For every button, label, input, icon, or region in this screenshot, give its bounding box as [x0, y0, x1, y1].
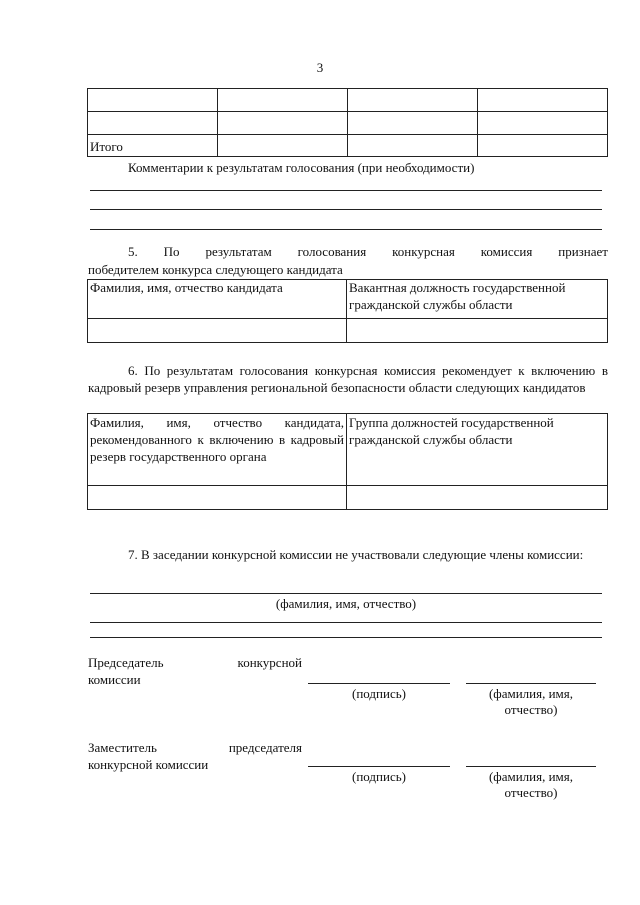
- section7-text: [88, 546, 608, 563]
- absent-members-line-2: [90, 622, 602, 623]
- deputy-role-line2: конкурсной комиссии: [88, 757, 209, 772]
- table-cell: [348, 89, 478, 112]
- table-cell: [218, 89, 348, 112]
- comment-line-2: [90, 209, 602, 210]
- chairman-name-caption-line1: (фамилия, имя,: [488, 686, 574, 701]
- absent-members-caption: (фамилия, имя, отчество): [275, 596, 417, 611]
- winner-table: [87, 279, 608, 343]
- winner-name-header: Фамилия, имя, отчество кандидата: [88, 280, 347, 319]
- table-row: [88, 89, 608, 112]
- deputy-name-caption-line1: (фамилия, имя,: [488, 769, 574, 784]
- table-cell: [478, 89, 608, 112]
- section6-text-content: 6. По результатам голосования конкурсная комиссия рекомендует к включению в кадровый резерв управления региональной безопасности области следующих кандидатов: [88, 363, 608, 395]
- table-cell: [88, 112, 218, 135]
- reserve-name-header-text: Фамилия, имя, отчество кандидата, рекомендованного к включению в кадровый резерв государственного органа: [90, 415, 344, 464]
- table-cell: [218, 112, 348, 135]
- section5-text-line1: 5. По результатам голосования конкурсная комиссия признает: [128, 244, 608, 259]
- chairman-role-line2: комиссии: [88, 672, 141, 687]
- table-cell: [88, 89, 218, 112]
- table-row: [88, 280, 608, 319]
- table-row: [88, 112, 608, 135]
- table-cell: [478, 135, 608, 157]
- winner-position-header: Вакантная должность государственной гражданской службы области: [347, 280, 608, 319]
- comment-line-3: [90, 229, 602, 230]
- absent-members-line-1: [90, 593, 602, 594]
- comment-line-1: [90, 190, 602, 191]
- table-cell: [347, 319, 608, 343]
- reserve-table: [87, 413, 608, 510]
- chairman-role-line1: Председатель конкурсной: [88, 655, 302, 670]
- reserve-name-header: [88, 414, 347, 486]
- total-label: Итого: [88, 135, 218, 157]
- page-number: 3: [316, 60, 324, 75]
- chairman-name-caption-line2: отчество): [504, 702, 558, 717]
- deputy-role-line1: Заместитель председателя: [88, 740, 302, 755]
- table-cell: [88, 319, 347, 343]
- table-row: [88, 486, 608, 510]
- table-cell: [218, 135, 348, 157]
- reserve-group-header: Группа должностей государственной гражданской службы области: [347, 414, 608, 486]
- section7-text-content: 7. В заседании конкурсной комиссии не участвовали следующие члены комиссии:: [128, 547, 584, 562]
- deputy-name-caption-line2: отчество): [504, 785, 558, 800]
- table-cell: [348, 112, 478, 135]
- table-row-total: [88, 135, 608, 157]
- chairman-signature-line: [308, 683, 450, 684]
- section5-text-line2: победителем конкурса следующего кандидата: [88, 262, 343, 277]
- table-cell: [347, 486, 608, 510]
- table-row: [88, 414, 608, 486]
- deputy-signature-line: [308, 766, 450, 767]
- deputy-signature-caption: (подпись): [352, 769, 406, 784]
- deputy-name-line: [466, 766, 596, 767]
- comments-label: Комментарии к результатам голосования (при необходимости): [128, 160, 475, 175]
- chairman-signature-caption: (подпись): [352, 686, 406, 701]
- chairman-name-line: [466, 683, 596, 684]
- table-cell: [88, 486, 347, 510]
- absent-members-line-3: [90, 637, 602, 638]
- table-row: [88, 319, 608, 343]
- vote-results-table: [87, 88, 608, 157]
- table-cell: [478, 112, 608, 135]
- table-cell: [348, 135, 478, 157]
- section6-text: [88, 362, 608, 396]
